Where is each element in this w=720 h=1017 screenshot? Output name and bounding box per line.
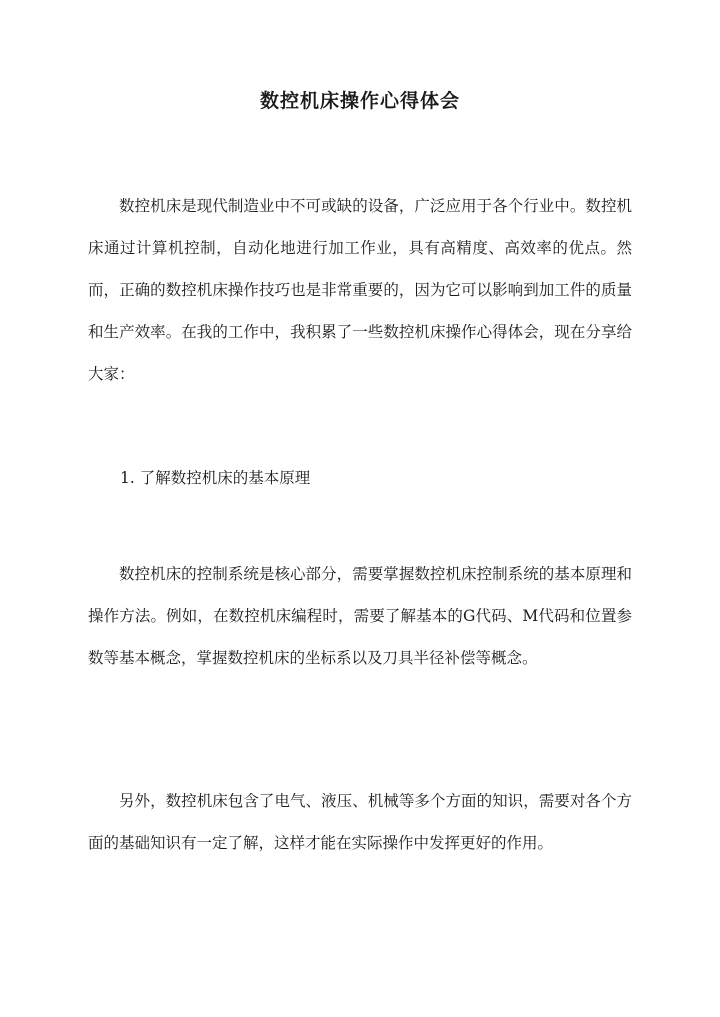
section-paragraph: 数控机床的控制系统是核心部分，需要掌握数控机床控制系统的基本原理和操作方法。例如，在数控机床编程时，需要了解基本的G代码、M代码和位置参数等基本概念，掌握数控机床的坐标系以及刀具半径补偿等概念。 <box>88 565 632 667</box>
document-title: 数控机床操作心得体会 <box>259 90 460 112</box>
intro-paragraph: 数控机床是现代制造业中不可或缺的设备，广泛应用于各个行业中。数控机床通过计算机控制，自动化地进行加工作业，具有高精度、高效率的优点。然而，正确的数控机床操作技巧也是非常重要的，因为它可以影响到加工件的质量和生产效率。在我的工作中，我积累了一些数控机床操作心得体会，现在分享给大家： <box>88 197 632 383</box>
section-paragraph: 另外，数控机床包含了电气、液压、机械等多个方面的知识，需要对各个方面的基础知识有一定了解，这样才能在实际操作中发挥更好的作用。 <box>88 792 632 852</box>
section-heading: 1. 了解数控机床的基本原理 <box>120 469 311 487</box>
